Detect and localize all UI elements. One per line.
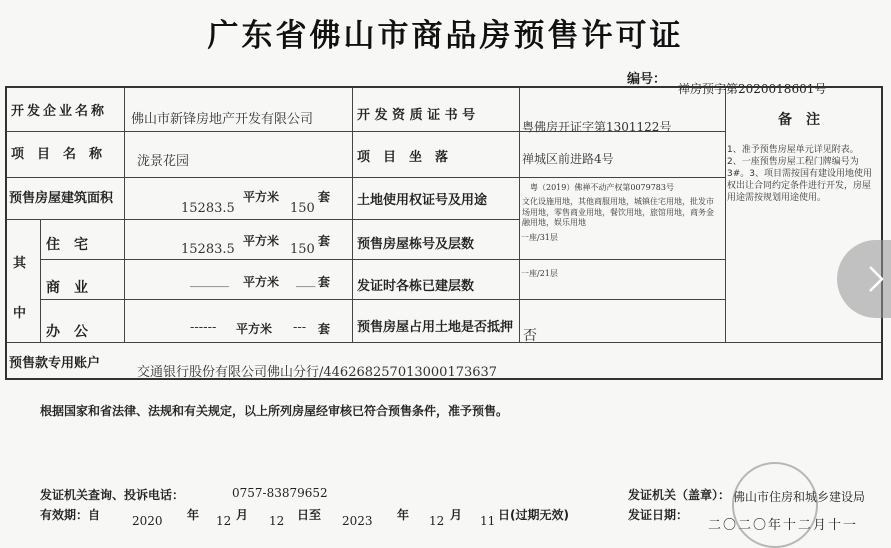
land-cert: 粤（2019）佛禅不动产权第0079783号 bbox=[530, 183, 674, 192]
location-value: 禅城区前进路4号 bbox=[522, 152, 614, 166]
residential-area-unit: 平方米 bbox=[243, 234, 280, 248]
land-use: 文化设施用地，其他商服用地，城镇住宅用地，批发市场用地，零售商业用地，餐饮用地，旅馆用地，商务金融用地，娱乐用地 bbox=[522, 197, 714, 227]
land-label: 土地使用权证号及用途 bbox=[357, 193, 488, 208]
residential-units-unit: 套 bbox=[318, 234, 331, 248]
commercial-area-unit: 平方米 bbox=[243, 275, 280, 289]
issuer-value: 佛山市住房和城乡建设局 bbox=[733, 490, 866, 504]
developer-label: 开发企业名称 bbox=[11, 104, 108, 119]
hotline-label: 发证机关查询、投诉电话： bbox=[40, 488, 185, 502]
serial-number: 禅房预字第2020018601号 bbox=[678, 82, 827, 96]
project-label: 项 目 名 称 bbox=[11, 147, 103, 162]
building-floors-label: 预售房屋栋号及层数 bbox=[357, 237, 475, 252]
office-units: --- bbox=[293, 320, 307, 335]
commercial-label: 商 业 bbox=[46, 280, 88, 296]
certificate-title: 广东省佛山市商品房预售许可证 bbox=[207, 18, 684, 54]
start-year-char: 年 bbox=[187, 508, 200, 522]
office-area-unit: 平方米 bbox=[236, 322, 273, 336]
commercial-area: ______ bbox=[190, 273, 229, 288]
presale-area-label: 预售房屋建筑面积 bbox=[9, 191, 114, 206]
start-month: 12 bbox=[216, 514, 232, 528]
chevron-right-icon bbox=[867, 264, 885, 294]
office-area: ------ bbox=[190, 320, 217, 335]
commercial-units-unit: 套 bbox=[318, 275, 331, 289]
issue-date-value: 二〇二〇年十二月十一 bbox=[708, 518, 859, 533]
serial-label: 编号： bbox=[627, 72, 667, 87]
issue-date-label: 发证日期： bbox=[628, 508, 689, 522]
qualification-value: 粤佛房开证字第1301122号 bbox=[522, 120, 672, 134]
account-value: 交通银行股份有限公司佛山分行/446268257013000173637 bbox=[137, 365, 498, 380]
presale-area-value: 15283.5 bbox=[181, 201, 235, 216]
validity-label: 有效期：自 bbox=[40, 508, 101, 522]
hotline-value: 0757-83879652 bbox=[232, 486, 328, 500]
issuer-label: 发证机关（盖章）： bbox=[628, 488, 731, 502]
end-month-char: 月 bbox=[450, 508, 463, 522]
project-name: 泷景花园 bbox=[137, 154, 190, 169]
commercial-units: ___ bbox=[296, 273, 316, 288]
office-units-unit: 套 bbox=[318, 322, 331, 336]
qualification-label: 开 发 资 质 证 书 号 bbox=[357, 108, 476, 123]
presale-area-unit: 平方米 bbox=[243, 190, 280, 204]
end-day-suffix: 日(过期无效) bbox=[498, 508, 569, 522]
location-label: 项 目 坐 落 bbox=[357, 150, 449, 165]
start-day: 12 bbox=[269, 514, 285, 528]
start-month-char: 月 bbox=[236, 508, 249, 522]
developer-value: 佛山市新锋房地产开发有限公司 bbox=[131, 112, 314, 127]
remarks-text: 1、准予预售房屋单元详见附表。2、一座预售房屋工程门牌编号为3#。3、项目需按国有建设用地使用权出让合同约定条件进行开发，房屋用途需按规划用途使用。 bbox=[727, 145, 872, 203]
account-label: 预售款专用账户 bbox=[9, 356, 101, 371]
built-floors-value: 一座/21层 bbox=[521, 269, 558, 278]
official-seal-icon bbox=[732, 462, 818, 548]
end-day: 11 bbox=[480, 514, 496, 528]
remarks-label: 备 注 bbox=[778, 112, 820, 128]
end-month: 12 bbox=[429, 514, 445, 528]
residential-area: 15283.5 bbox=[181, 242, 235, 257]
presale-units-unit: 套 bbox=[318, 190, 331, 204]
start-day-char: 日至 bbox=[297, 508, 322, 522]
among-label: 其 中 bbox=[13, 256, 40, 321]
building-floors-value: 一座/31层 bbox=[521, 233, 558, 242]
residential-units: 150 bbox=[290, 242, 315, 257]
built-floors-label: 发证时各栋已建层数 bbox=[357, 279, 475, 294]
end-year: 2023 bbox=[342, 514, 373, 528]
end-year-char: 年 bbox=[397, 508, 410, 522]
residential-label: 住 宅 bbox=[46, 237, 88, 253]
presale-units-value: 150 bbox=[290, 201, 315, 216]
office-label: 办 公 bbox=[46, 324, 88, 340]
mortgage-value: 否 bbox=[523, 328, 537, 344]
mortgage-label: 预售房屋占用土地是否抵押 bbox=[357, 320, 514, 335]
approval-statement: 根据国家和省法律、法规和有关规定，以上所列房屋经审核已符合预售条件，准予预售。 bbox=[40, 404, 509, 418]
start-year: 2020 bbox=[132, 514, 163, 528]
